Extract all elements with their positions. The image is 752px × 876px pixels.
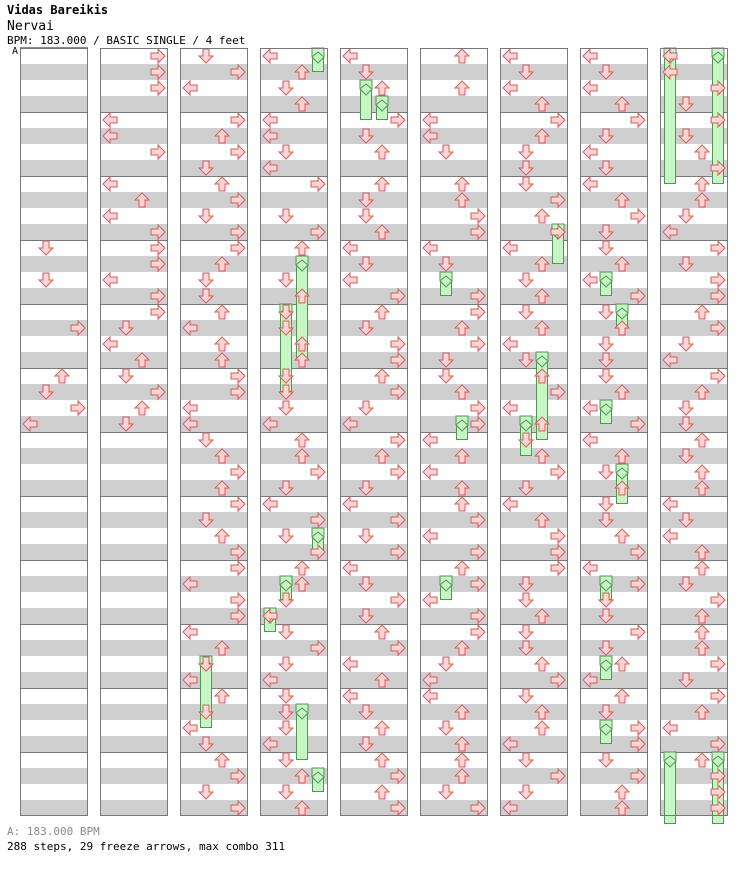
column-frame <box>260 48 328 816</box>
column-frame <box>420 48 488 816</box>
column-frame <box>20 48 88 816</box>
step-stats: 288 steps, 29 freeze arrows, max combo 311 <box>7 840 286 853</box>
chart-column-9 <box>660 48 728 816</box>
chart-info: BPM: 183.000 / BASIC SINGLE / 4 feet <box>7 34 246 47</box>
chart-column-4 <box>260 48 328 816</box>
artist-name: Vidas Bareikis <box>7 3 109 17</box>
chart-column-2 <box>100 48 168 816</box>
bpm-marker-label: A <box>12 46 19 57</box>
column-frame <box>580 48 648 816</box>
chart-column-7 <box>500 48 568 816</box>
chart-column-1 <box>20 48 88 816</box>
column-frame <box>180 48 248 816</box>
column-frame <box>500 48 568 816</box>
chart-column-5 <box>340 48 408 816</box>
column-frame <box>660 48 728 816</box>
chart-column-3 <box>180 48 248 816</box>
chart-column-8 <box>580 48 648 816</box>
bpm-legend: A: 183.000 BPM <box>7 825 100 838</box>
chart-column-6 <box>420 48 488 816</box>
column-frame <box>340 48 408 816</box>
column-frame <box>100 48 168 816</box>
song-title: Nervai <box>7 19 54 34</box>
